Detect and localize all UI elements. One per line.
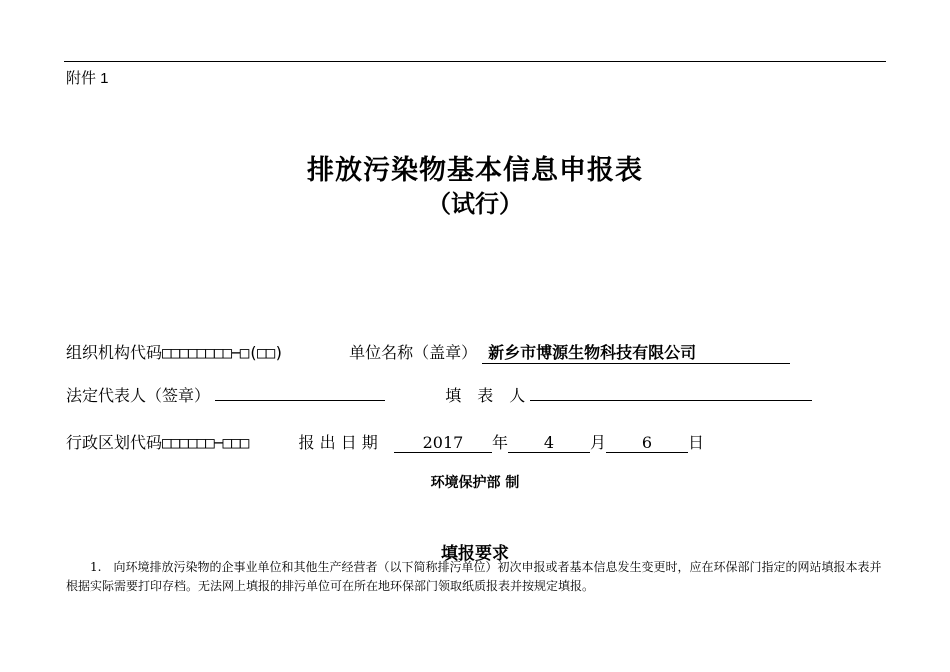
requirement-item: 1. 向环境排放污染物的企事业单位和其他生产经营者（以下简称排污单位）初次申报或者基本信息发生变更时，应在环保部门指定的网站填报本表并根据实际需要打印存档。无法网上填报的排污单位可在所在地环保部门领取纸质报表并按规定填报。 — [66, 560, 882, 593]
requirements-title: 填报要求 — [441, 544, 509, 564]
legal-rep-field[interactable] — [215, 382, 385, 401]
day-field[interactable] — [606, 433, 688, 453]
unit-name-field[interactable] — [482, 340, 790, 364]
document-subtitle: （试行） — [427, 189, 523, 218]
attachment-label: 附件 1 — [66, 70, 109, 87]
row-org-unit — [66, 340, 790, 364]
document-title: 排放污染物基本信息申报表 — [307, 155, 643, 186]
row-admin-date — [66, 430, 704, 453]
filler-field[interactable] — [530, 382, 812, 401]
filler-label: 填 表 人 — [445, 386, 526, 405]
year-field[interactable] — [394, 433, 492, 453]
unit-name-value: 新乡市博源生物科技有限公司 — [488, 343, 697, 362]
org-code-boxes: □□□□□□□□−□(□□) — [162, 343, 283, 362]
admin-code-label: 行政区划代码 — [66, 433, 163, 452]
month-field[interactable] — [508, 433, 590, 453]
unit-name-label: 单位名称（盖章） — [349, 343, 478, 362]
issuer-line: 环境保护部 制 — [430, 475, 520, 491]
month-unit: 月 — [590, 433, 607, 452]
month-value: 4 — [543, 433, 555, 452]
org-code-label: 组织机构代码 — [66, 343, 163, 362]
top-rule — [64, 61, 886, 62]
admin-code-boxes: □□□□□□−□□□ — [162, 433, 249, 452]
report-date-label: 报 出 日 期 — [298, 433, 378, 452]
row-legal-filler — [66, 382, 812, 406]
year-value: 2017 — [422, 433, 464, 452]
day-unit: 日 — [688, 433, 705, 452]
year-unit: 年 — [491, 433, 508, 452]
legal-rep-label: 法定代表人（签章） — [66, 386, 211, 405]
day-value: 6 — [641, 433, 653, 452]
